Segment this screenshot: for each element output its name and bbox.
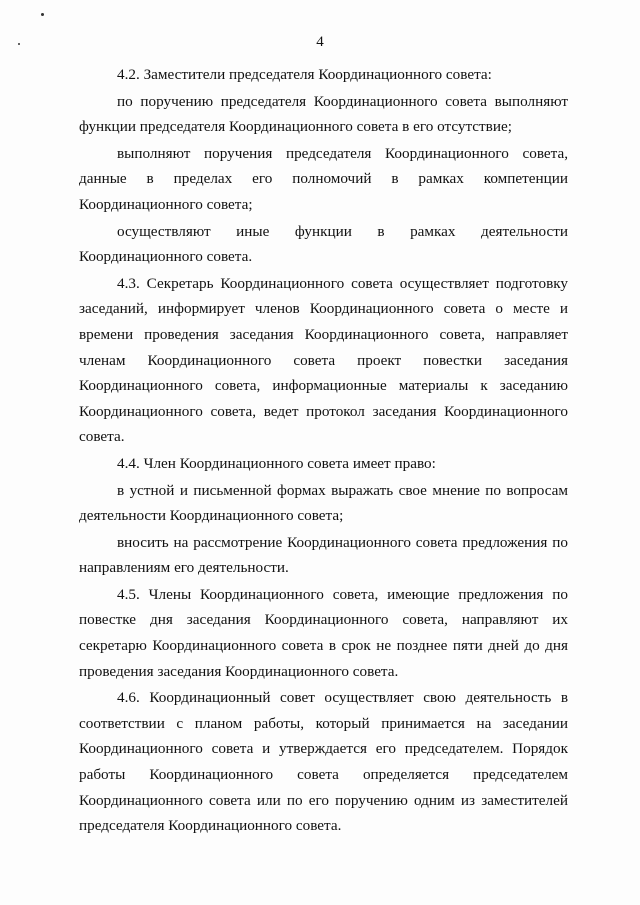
paragraph-4-4-item-2: вносить на рассмотрение Координационного совета предложения по направлениям его деятельности. [79,533,568,577]
paragraph-4-2-item-2: выполняют поручения председателя Координационного совета, данные в пределах его полномочий в рамках компетенции Координационного совета; [79,144,568,213]
paragraph-4-2: 4.2. Заместители председателя Координационного совета: [117,66,492,83]
document-body [79,62,568,839]
paragraph-4-4-item-1: в устной и письменной формах выражать свое мнение по вопросам деятельности Координационного совета; [79,481,568,525]
scan-speck [41,13,44,16]
paragraph-4-4: 4.4. Член Координационного совета имеет право: [117,454,436,472]
paragraph-4-3: 4.3. Секретарь Координационного совета осуществляет подготовку заседаний, информирует членов Координационного совета о месте и времени проведения заседания Координационного совета, направляет членам Координационного совета проект повестки заседания Координационного совета, информационные материалы к заседанию Координационного совета, ведет протокол заседания Координационного совета. [79,274,568,446]
paragraph-4-6: 4.6. Координационный совет осуществляет свою деятельность в соответствии с планом работы, который принимается на заседании Координационного совета и утверждается его председателем. Порядок работы Координационного совета определяется председателем Координационного совета или по его поручению одним из заместителей председателя Координационного совета. [79,689,568,835]
paragraph-4-2-item-1: по поручению председателя Координационного совета выполняют функции председателя Координационного совета в его отсутствие; [79,92,568,136]
page-number: 4 [316,34,324,50]
paragraph-4-5: 4.5. Члены Координационного совета, имеющие предложения по повестке дня заседания Координационного совета, направляют их секретарю Координационного совета в срок не позднее пяти дней до дня проведения заседания Координационного совета. [79,585,568,680]
paragraph-4-2-item-3: осуществляют иные функции в рамках деятельности Координационного совета. [79,222,568,266]
